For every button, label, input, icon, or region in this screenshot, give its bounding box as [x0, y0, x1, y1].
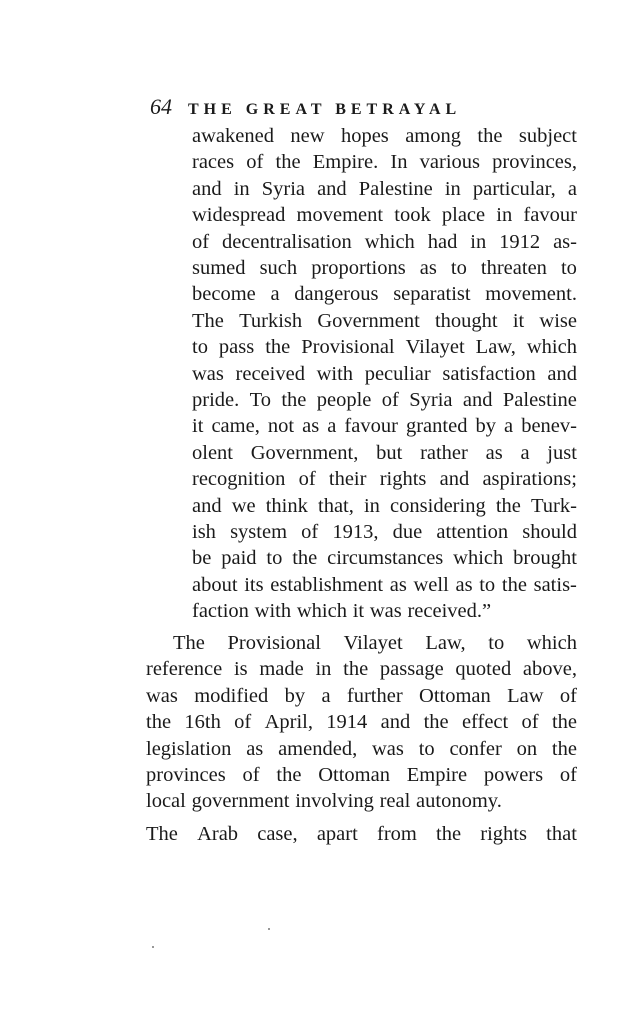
word: which: [364, 230, 415, 253]
text-line: [192, 439, 577, 467]
word: of: [234, 711, 252, 734]
word: a: [520, 441, 530, 464]
word: effect: [461, 711, 509, 734]
word: but: [376, 441, 403, 464]
word: the: [292, 547, 318, 570]
word: of: [192, 230, 210, 253]
word: Law,: [475, 336, 516, 359]
text-line: [146, 761, 577, 789]
word: Arab: [197, 823, 239, 845]
text-line: [192, 544, 577, 572]
word: which: [526, 632, 577, 654]
word: in: [315, 658, 332, 681]
word: amended,: [278, 737, 358, 760]
word: its: [244, 573, 264, 596]
word: peculiar: [364, 362, 431, 385]
word: quoted: [455, 658, 512, 681]
word: case,: [257, 823, 298, 845]
word: the: [275, 151, 301, 174]
word: and: [192, 177, 222, 200]
scan-speck: [152, 946, 154, 948]
word: people: [316, 389, 372, 411]
word: local: [146, 790, 186, 813]
word: considering: [390, 494, 486, 517]
word: came,: [211, 415, 260, 438]
word: 1912: [499, 230, 541, 253]
word: above,: [522, 658, 577, 681]
word: received.”: [407, 600, 492, 623]
word: as: [419, 257, 437, 279]
word: Vilayet: [405, 336, 465, 359]
page-number: 64: [150, 94, 172, 119]
text-line: [192, 386, 577, 414]
word: and: [462, 389, 493, 411]
word: it: [512, 309, 525, 332]
word: real: [379, 790, 411, 813]
word: modified: [194, 684, 269, 707]
word: in: [470, 230, 487, 253]
word: sumed: [192, 257, 246, 279]
word: with: [254, 600, 292, 623]
word: took: [394, 204, 431, 227]
word: dangerous: [294, 283, 379, 306]
word: To: [249, 389, 271, 411]
word: Government: [317, 309, 420, 332]
text-line: [146, 682, 577, 710]
word: Government,: [250, 441, 359, 464]
word: involving: [295, 790, 374, 813]
text-line: [192, 571, 577, 599]
word: of: [301, 521, 319, 543]
text-line: [192, 412, 577, 440]
word: from: [377, 823, 417, 845]
word: was: [192, 362, 224, 385]
word: granted: [405, 415, 468, 438]
text-line: [146, 820, 577, 848]
word: the: [551, 737, 577, 760]
word: in: [233, 177, 250, 200]
word: Turk-: [530, 494, 577, 517]
word: a: [504, 415, 514, 438]
text-line: [192, 122, 577, 150]
word: a: [321, 684, 331, 707]
word: Ottoman: [318, 764, 390, 786]
word: to: [479, 573, 496, 596]
word: rights: [480, 823, 527, 845]
word: the: [265, 336, 291, 359]
word: Empire: [406, 764, 468, 786]
word: place: [441, 204, 486, 227]
word: which: [296, 600, 347, 623]
word: attention: [436, 521, 509, 543]
word: it: [192, 415, 204, 438]
word: movement: [296, 204, 384, 227]
word: should: [522, 521, 577, 543]
word: Turkish: [239, 309, 303, 332]
word: of: [242, 764, 260, 786]
word: the: [477, 125, 503, 147]
word: as: [246, 737, 264, 760]
text-line: [192, 228, 577, 256]
word: think: [265, 494, 308, 517]
word: in: [496, 204, 513, 227]
word: the: [551, 711, 577, 734]
word: had: [427, 230, 458, 253]
word: that: [546, 823, 577, 845]
word: further: [346, 684, 403, 707]
word: just: [547, 441, 577, 464]
word: as: [389, 573, 407, 596]
word: olent: [192, 441, 233, 464]
word: of: [246, 151, 264, 174]
word: confer: [449, 737, 502, 760]
word: Law,: [425, 632, 466, 654]
word: as-: [553, 230, 577, 253]
word: Law: [507, 684, 544, 707]
word: as: [302, 415, 320, 438]
word: faction: [192, 600, 249, 623]
word: hopes: [340, 125, 389, 147]
word: pride.: [192, 389, 240, 411]
word: 1914: [326, 711, 368, 734]
word: Provisional: [227, 632, 321, 654]
word: apart: [316, 823, 358, 845]
word: The: [146, 823, 178, 845]
word: on: [516, 737, 538, 760]
word: autonomy.: [416, 790, 502, 813]
word: as: [455, 573, 473, 596]
word: in: [363, 494, 380, 517]
word: system: [230, 521, 288, 543]
word: favour: [523, 204, 577, 227]
word: new: [290, 125, 325, 147]
word: and: [317, 177, 347, 200]
word: races: [192, 151, 235, 174]
text-line: [146, 787, 577, 815]
word: such: [259, 257, 298, 279]
word: not: [267, 415, 295, 438]
running-title: THE GREAT BETRAYAL: [188, 101, 462, 118]
text-line: [192, 307, 577, 335]
word: received: [235, 362, 305, 385]
word: to: [488, 632, 505, 654]
word: various: [419, 151, 480, 174]
word: legislation: [146, 737, 232, 760]
word: to: [418, 737, 435, 760]
word: The: [192, 309, 224, 332]
word: in: [444, 177, 461, 200]
word: with: [316, 362, 354, 385]
word: be: [192, 547, 212, 570]
word: and: [547, 362, 577, 385]
text-line: [192, 518, 577, 546]
word: the: [146, 711, 172, 734]
word: of: [521, 711, 539, 734]
text-line: [146, 708, 577, 736]
word: to: [560, 257, 577, 279]
word: that,: [318, 494, 354, 517]
word: reference: [146, 658, 223, 681]
word: favour: [344, 415, 398, 438]
text-line: [192, 492, 577, 520]
word: which: [526, 336, 577, 359]
word: of: [559, 764, 577, 786]
word: thought: [434, 309, 498, 332]
word: threaten: [480, 257, 547, 279]
word: separatist: [393, 283, 471, 306]
word: a: [270, 283, 280, 306]
word: of: [559, 684, 577, 707]
word: rights: [379, 468, 427, 491]
word: and: [192, 494, 222, 517]
word: In: [390, 151, 408, 174]
word: benev-: [521, 415, 577, 438]
word: was: [372, 737, 404, 760]
word: Provisional: [301, 336, 395, 359]
word: passage: [379, 658, 444, 681]
word: pass: [218, 336, 255, 359]
text-line: [192, 148, 577, 176]
word: the: [423, 711, 449, 734]
word: to: [192, 336, 208, 359]
word: was: [146, 684, 178, 707]
word: well: [413, 573, 449, 596]
word: Vilayet: [343, 632, 403, 654]
word: brought: [513, 547, 577, 570]
word: among: [405, 125, 461, 147]
word: aspirations;: [482, 468, 577, 491]
word: the: [276, 764, 302, 786]
word: 16th: [184, 711, 221, 734]
word: movement.: [485, 283, 577, 306]
word: the: [495, 494, 521, 517]
word: powers: [483, 764, 544, 786]
text-line: [146, 655, 577, 683]
word: subject: [518, 125, 577, 147]
word: become: [192, 283, 256, 306]
running-head: [150, 93, 590, 121]
word: Palestine: [502, 389, 577, 411]
word: to: [266, 547, 283, 570]
word: paid: [221, 547, 257, 570]
word: made: [259, 658, 304, 681]
word: wise: [539, 309, 577, 332]
word: and: [380, 711, 411, 734]
word: satisfaction: [442, 362, 536, 385]
word: rather: [420, 441, 468, 464]
word: the: [281, 389, 307, 411]
word: a: [327, 415, 337, 438]
text-line: [192, 465, 577, 493]
word: as: [485, 441, 503, 464]
word: and: [439, 468, 470, 491]
text-line: [192, 254, 577, 282]
text-line: [146, 629, 577, 657]
word: satis-: [533, 573, 577, 596]
word: provinces: [146, 764, 226, 786]
scan-speck: [268, 928, 270, 930]
word: 1913,: [332, 521, 379, 543]
word: The: [173, 632, 205, 654]
word: is: [233, 658, 248, 681]
text-line: [146, 735, 577, 763]
word: ish: [192, 521, 216, 543]
word: recognition: [192, 468, 286, 491]
word: proportions: [311, 257, 406, 279]
word: the: [501, 573, 527, 596]
word: was: [369, 600, 402, 623]
word: the: [436, 823, 462, 845]
word: by: [284, 684, 306, 707]
word: which: [453, 547, 504, 570]
word: provinces,: [492, 151, 577, 174]
word: a: [567, 177, 577, 200]
word: by: [475, 415, 496, 438]
word: Empire.: [312, 151, 379, 174]
word: about: [192, 573, 238, 596]
word: of: [298, 468, 316, 491]
text-line: [192, 333, 577, 361]
text-line: [192, 280, 577, 308]
word: decentralisation: [222, 230, 352, 253]
text-line: [192, 597, 577, 625]
word: Syria: [409, 389, 453, 411]
word: their: [328, 468, 367, 491]
text-line: [192, 201, 577, 229]
word: we: [231, 494, 256, 517]
word: government: [191, 790, 290, 813]
word: awakened: [192, 125, 274, 147]
word: April,: [264, 711, 313, 734]
word: establishment: [270, 573, 384, 596]
word: due: [392, 521, 423, 543]
word: Syria: [261, 177, 305, 200]
word: of: [381, 389, 399, 411]
word: to: [450, 257, 467, 279]
word: circumstances: [327, 547, 444, 570]
word: widespread: [192, 204, 286, 227]
word: the: [343, 658, 369, 681]
word: it: [352, 600, 365, 623]
word: particular,: [472, 177, 556, 200]
word: Ottoman: [419, 684, 491, 707]
word: Palestine: [358, 177, 433, 200]
text-line: [192, 175, 577, 203]
text-line: [192, 360, 577, 388]
